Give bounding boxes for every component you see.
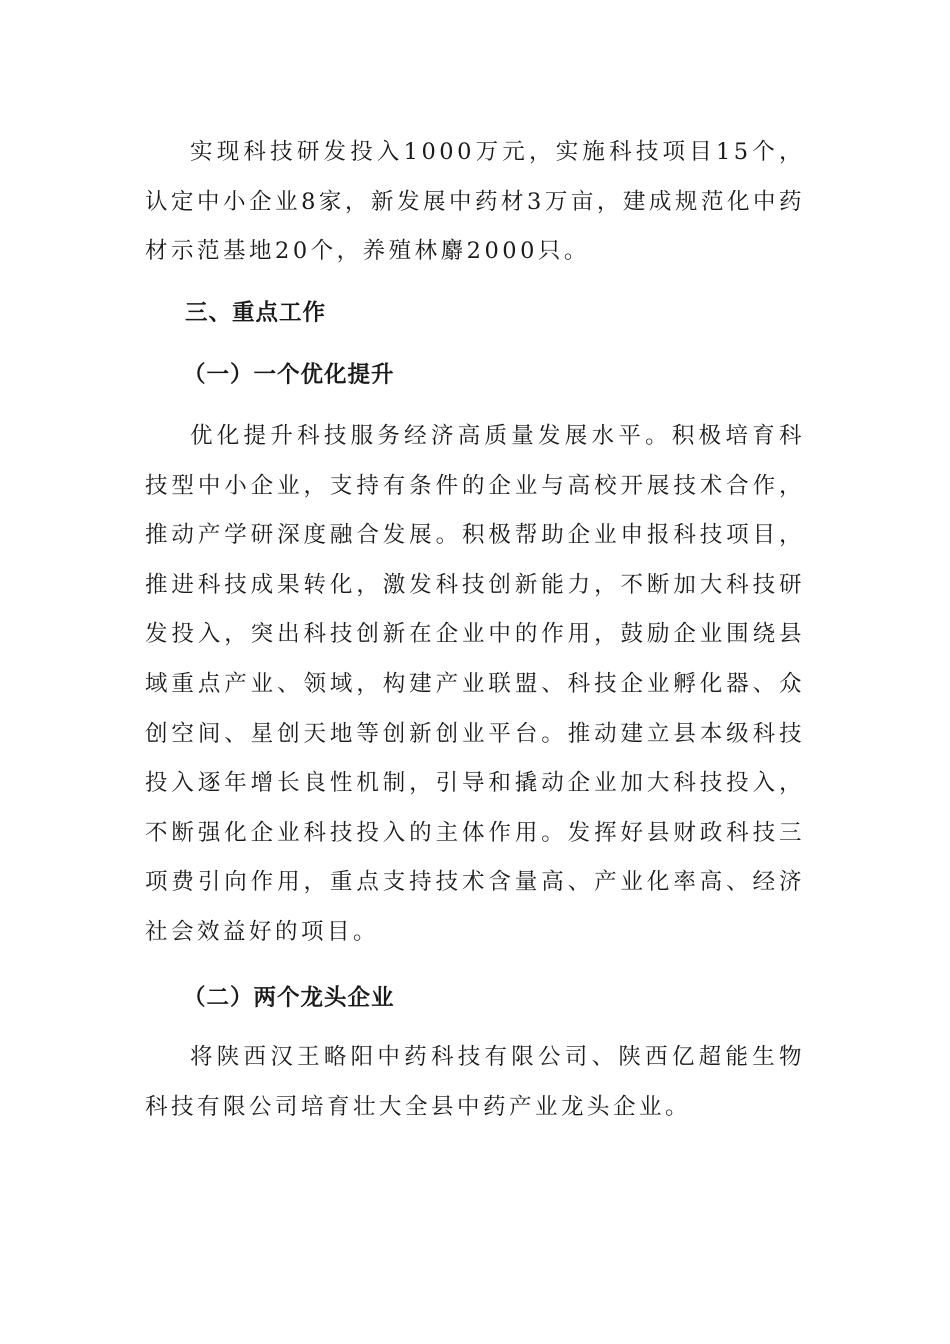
subsection-title-2: （二）两个龙头企业: [183, 985, 395, 1011]
subsection-title-1: （一）一个优化提升: [183, 362, 395, 388]
paragraph-leading-enterprises: 将陕西汉王略阳中药科技有限公司、陕西亿超能生物科技有限公司培育壮大全县中药产业龙头企业。: [145, 1044, 805, 1120]
paragraph-optimization: 优化提升科技服务经济高质量发展水平。积极培育科技型中小企业，支持有条件的企业与高校开展技术合作，推动产学研深度融合发展。积极帮助企业申报科技项目，推进科技成果转化，激发科技创新能力，不断加大科技研发投入，突出科技创新在企业中的作用，鼓励企业围绕县域重点产业、领域，构建产业联盟、科技企业孵化器、众创空间、星创天地等创新创业平台。推动建立县本级科技投入逐年增长良性机制，引导和撬动企业加大科技投入，不断强化企业科技投入的主体作用。发挥好县财政科技三项费引向作用，重点支持技术含量高、产业化率高、经济社会效益好的项目。: [145, 423, 805, 945]
section-title: 三、重点工作: [185, 300, 327, 326]
paragraph-targets: 实现科技研发投入1000万元，实施科技项目15个，认定中小企业8家，新发展中药材3万亩，建成规范化中药材示范基地20个，养殖林麝2000只。: [145, 139, 805, 265]
